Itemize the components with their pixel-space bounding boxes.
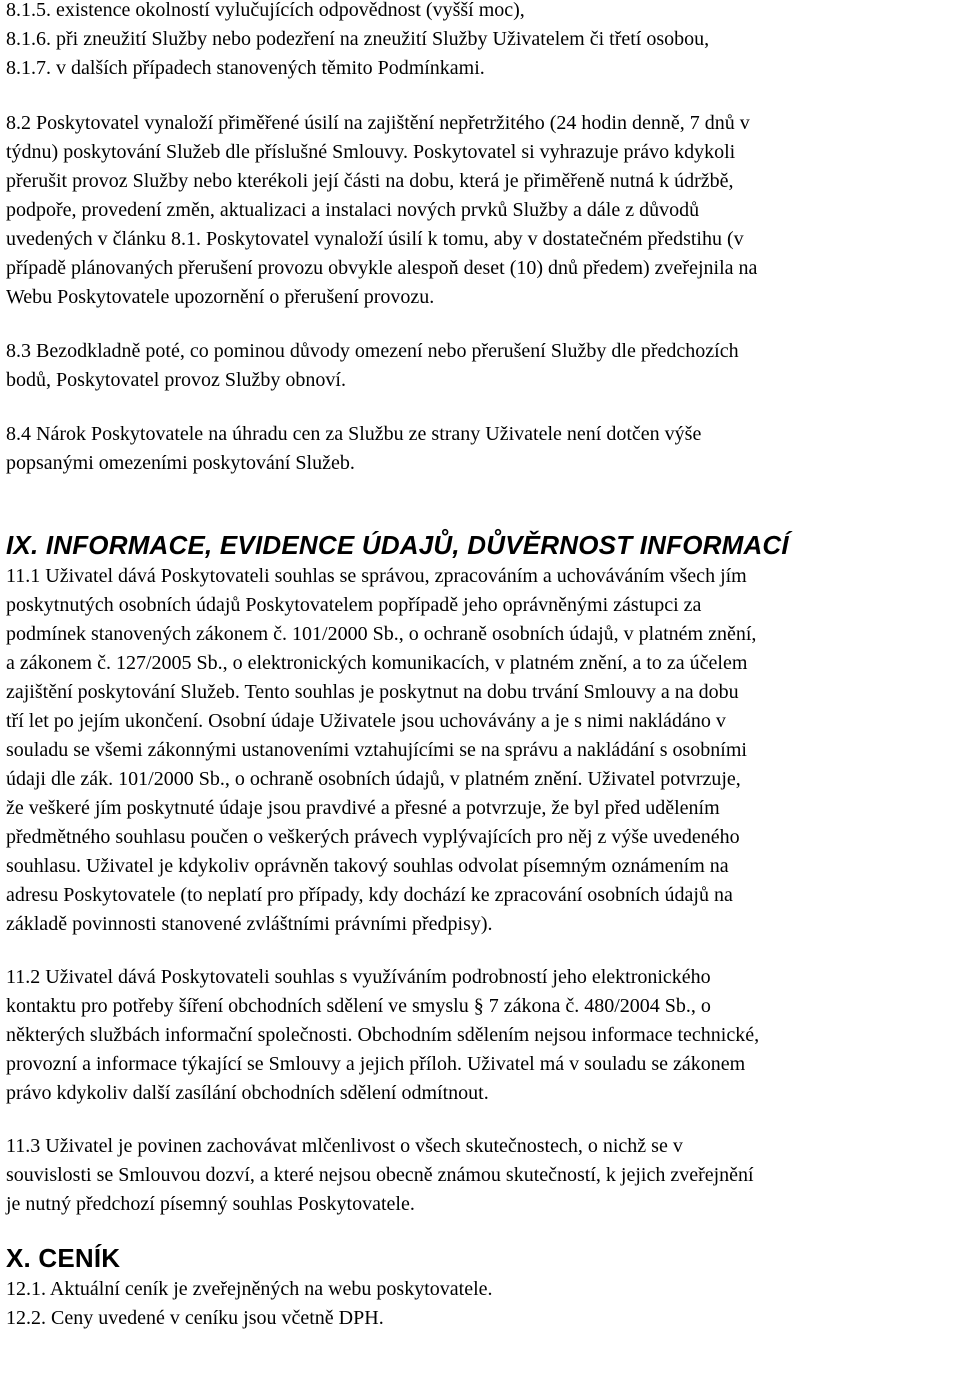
text-line: případě plánovaných přerušení provozu obvykle alespoň deset (10) dnů předem) zveřejnila na	[6, 257, 758, 279]
list-12	[6, 1275, 956, 1333]
paragraph-8-4	[6, 420, 956, 478]
paragraph-11-3	[6, 1132, 956, 1219]
paragraph-11-2	[6, 963, 956, 1108]
text-line: některých službách informační společnosti. Obchodním sdělením nejsou informace technické,	[6, 1024, 760, 1046]
text-line: předmětného souhlasu poučen o veškerých právech vyplývajících pro něj z výše uvedeného	[6, 826, 740, 848]
text-line: 11.2 Uživatel dává Poskytovateli souhlas s využíváním podrobností jeho elektronického	[6, 966, 711, 988]
text-line: je nutný předchozí písemný souhlas Poskytovatele.	[6, 1193, 415, 1215]
text-line: kontaktu pro potřeby šíření obchodních sdělení ve smyslu § 7 zákona č. 480/2004 Sb., o	[6, 995, 711, 1017]
text-line: adresu Poskytovatele (to neplatí pro případy, kdy dochází ke zpracování osobních údajů na	[6, 884, 733, 906]
list-item: 8.1.6. při zneužití Služby nebo podezření na zneužití Služby Uživatelem či třetí osobou,	[6, 28, 710, 50]
text-line: souvislosti se Smlouvou dozví, a které nejsou obecně známou skutečností, k jejich zveřejnění	[6, 1164, 754, 1186]
text-line: právo kdykoliv další zasílání obchodních sdělení odmítnout.	[6, 1082, 489, 1104]
text-line: zajištění poskytování Služeb. Tento souhlas je poskytnut na dobu trvání Smlouvy a na dobu	[6, 681, 739, 703]
text-line: týdnu) poskytování Služeb dle příslušné Smlouvy. Poskytovatel si vyhrazuje právo kdykoli	[6, 141, 736, 163]
text-line: 11.1 Uživatel dává Poskytovateli souhlas se správou, zpracováním a uchováváním všech jím	[6, 565, 747, 587]
document-page	[6, 0, 956, 1333]
spacer	[6, 1219, 956, 1241]
spacer	[6, 83, 956, 109]
text-line: že veškeré jím poskytnuté údaje jsou pravdivé a přesné a potvrzuje, že byl před udělením	[6, 797, 720, 819]
text-line: údaji dle zák. 101/2000 Sb., o ochraně osobních údajů, v platném znění. Uživatel potvrzuje,	[6, 768, 741, 790]
spacer	[6, 478, 956, 528]
section-heading-x: X. CENÍK	[6, 1243, 121, 1273]
text-line: tří let po jejím ukončení. Osobní údaje Uživatele jsou uchovávány a je s nimi nakládáno v	[6, 710, 726, 732]
text-line: souhlasu. Uživatel je kdykoliv oprávněn takový souhlas odvolat písemným oznámením na	[6, 855, 729, 877]
list-item: 8.1.7. v dalších případech stanovených těmito Podmínkami.	[6, 57, 485, 79]
list-item: 12.1. Aktuální ceník je zveřejněných na webu poskytovatele.	[6, 1278, 493, 1300]
text-line: uvedených v článku 8.1. Poskytovatel vynaloží úsilí k tomu, aby v dostatečném předstihu (v	[6, 228, 744, 250]
text-line: a zákonem č. 127/2005 Sb., o elektronických komunikacích, v platném znění, a to za účelem	[6, 652, 748, 674]
text-line: bodů, Poskytovatel provoz Služby obnoví.	[6, 369, 346, 391]
list-8-1-continued	[6, 0, 956, 83]
spacer	[6, 395, 956, 420]
text-line: 11.3 Uživatel je povinen zachovávat mlčenlivost o všech skutečnostech, o nichž se v	[6, 1135, 683, 1157]
spacer	[6, 1108, 956, 1132]
text-line: poskytnutých osobních údajů Poskytovatelem popřípadě jeho oprávněnými zástupci za	[6, 594, 702, 616]
spacer	[6, 312, 956, 337]
paragraph-8-2	[6, 109, 956, 312]
section-heading-ix: IX. INFORMACE, EVIDENCE ÚDAJŮ, DŮVĚRNOST INFORMACÍ	[6, 530, 789, 560]
text-line: 8.4 Nárok Poskytovatele na úhradu cen za Službu ze strany Uživatele není dotčen výše	[6, 423, 702, 445]
list-item: 12.2. Ceny uvedené v ceníku jsou včetně DPH.	[6, 1307, 384, 1329]
text-line: provozní a informace týkající se Smlouvy a jejich příloh. Uživatel má v souladu se zákonem	[6, 1053, 746, 1075]
text-line: 8.2 Poskytovatel vynaloží přiměřené úsilí na zajištění nepřetržitého (24 hodin denně, 7 dnů v	[6, 112, 750, 134]
text-line: základě povinnosti stanovené zvláštními právními předpisy).	[6, 913, 493, 935]
text-line: přerušit provoz Služby nebo kterékoli její části na dobu, která je přiměřeně nutná k údržbě,	[6, 170, 734, 192]
text-line: 8.3 Bezodkladně poté, co pominou důvody omezení nebo přerušení Služby dle předchozích	[6, 340, 739, 362]
text-line: podmínek stanovených zákonem č. 101/2000 Sb., o ochraně osobních údajů, v platném znění,	[6, 623, 757, 645]
text-line: Webu Poskytovatele upozornění o přerušení provozu.	[6, 286, 435, 308]
list-item: 8.1.5. existence okolností vylučujících odpovědnost (vyšší moc),	[6, 0, 525, 21]
paragraph-8-3	[6, 337, 956, 395]
text-line: souladu se všemi zákonnými ustanoveními vztahujícími se na správu a nakládání s osobními	[6, 739, 747, 761]
paragraph-11-1	[6, 562, 956, 939]
text-line: podpoře, provedení změn, aktualizaci a instalaci nových prvků Služby a dále z důvodů	[6, 199, 700, 221]
spacer	[6, 939, 956, 963]
text-line: popsanými omezeními poskytování Služeb.	[6, 452, 355, 474]
